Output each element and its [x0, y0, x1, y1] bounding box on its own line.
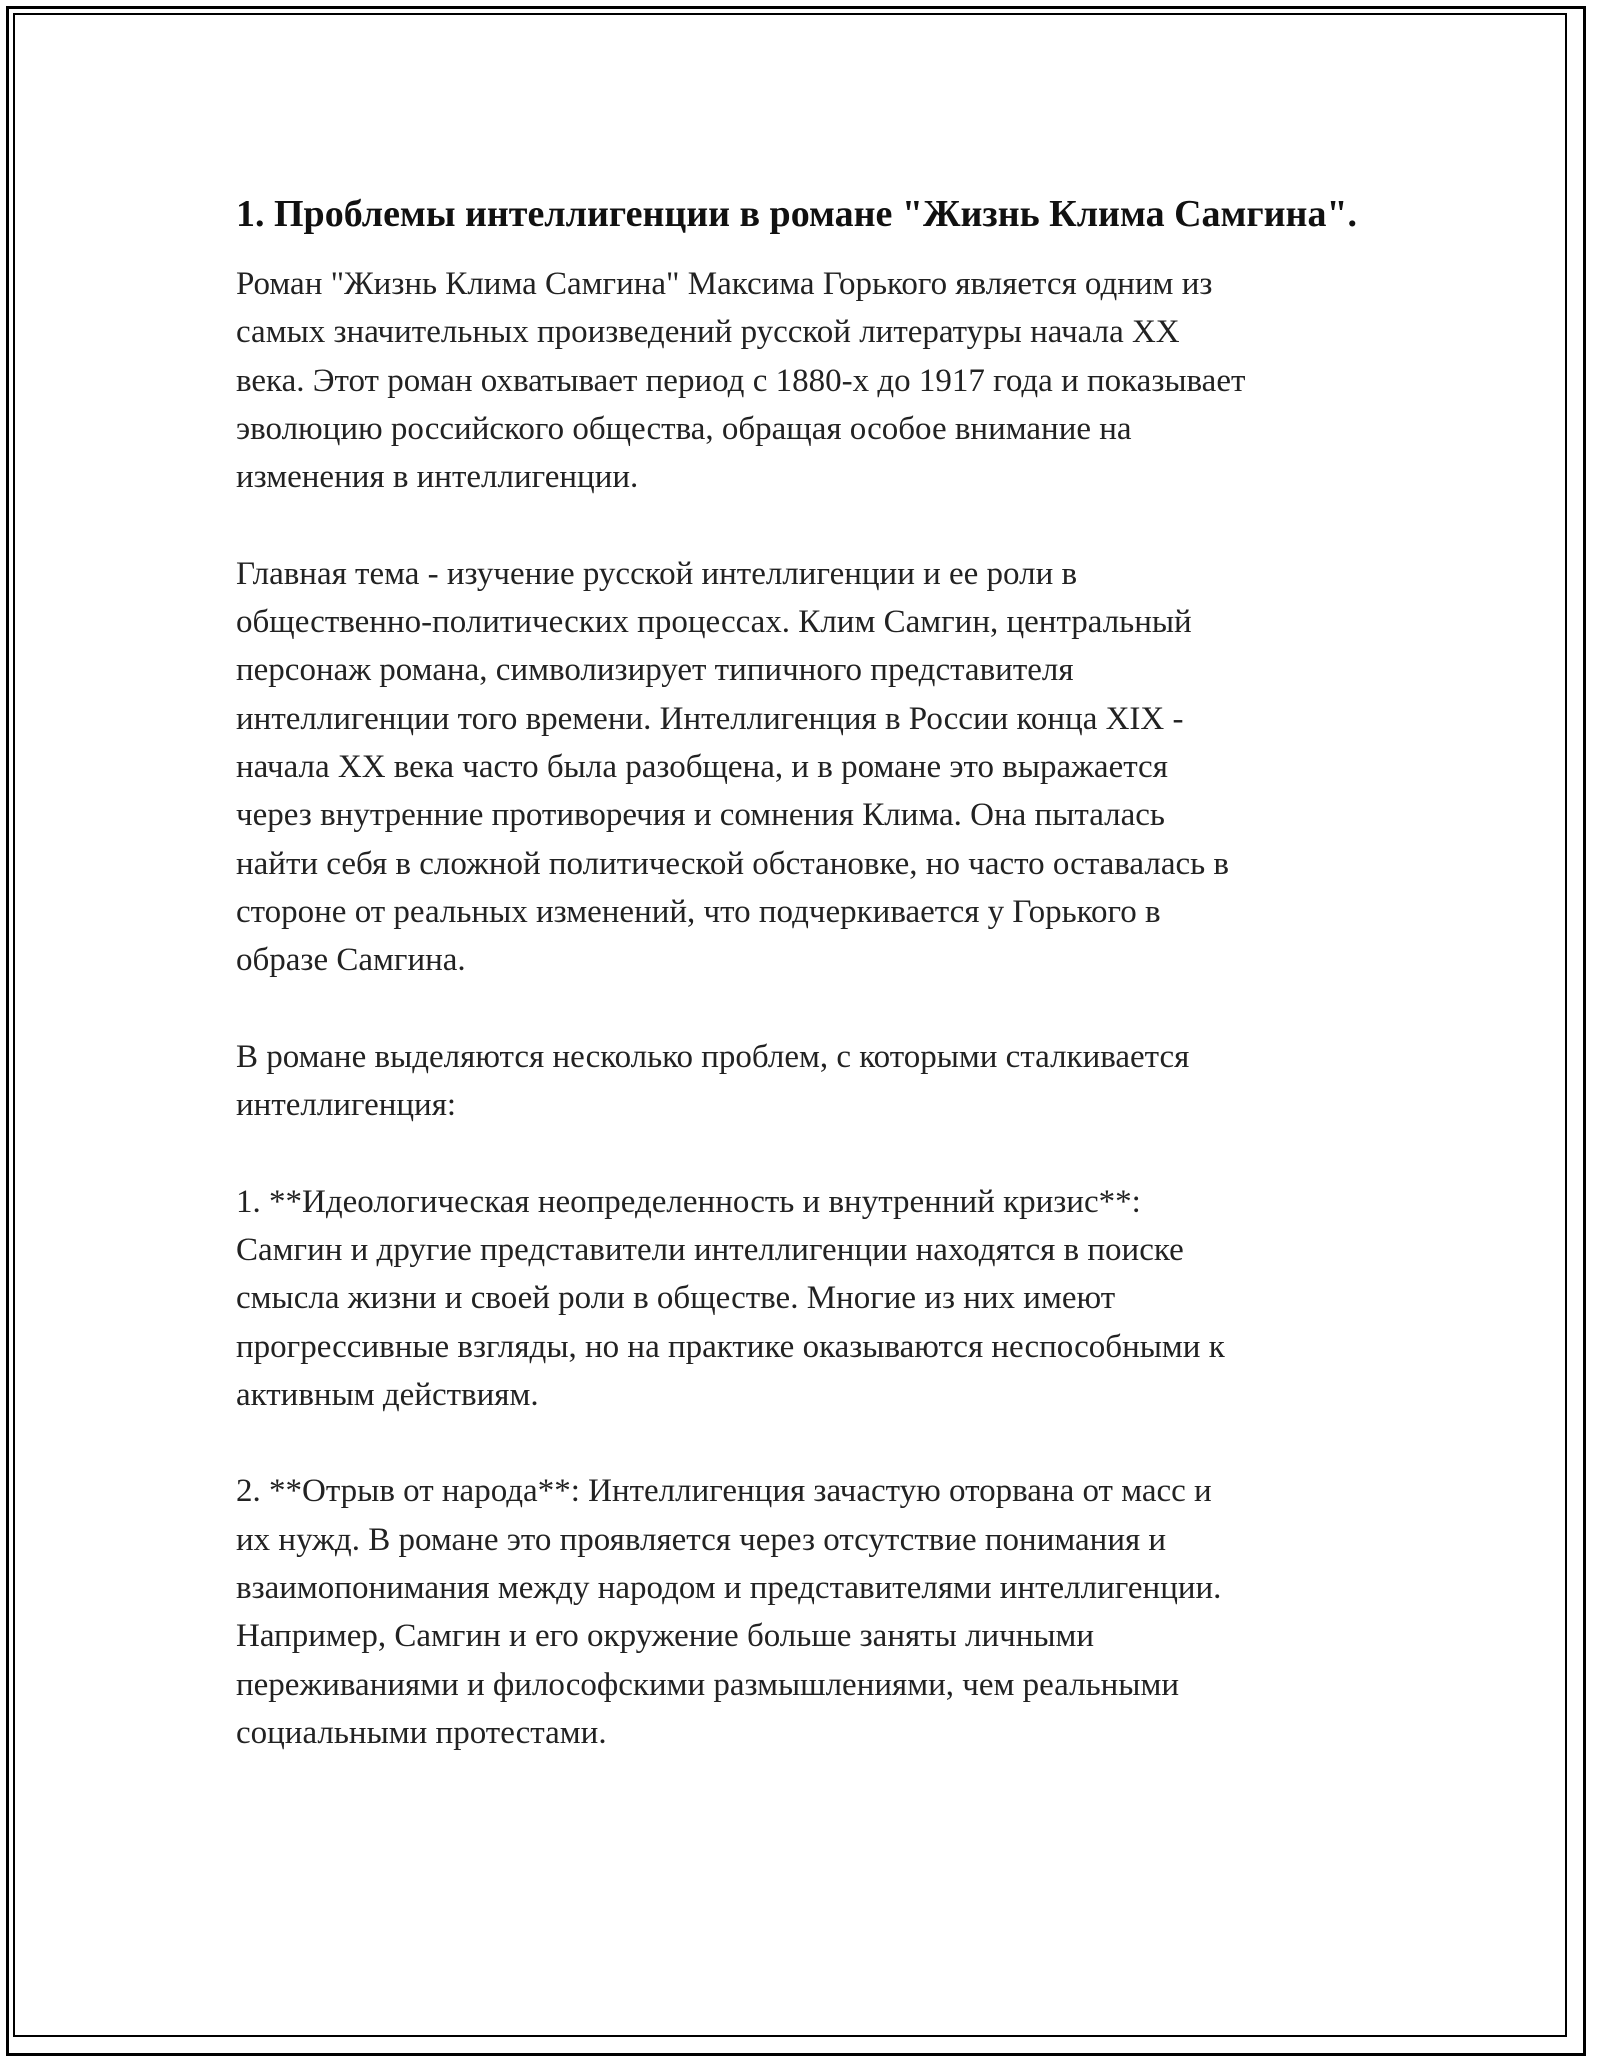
- paragraph-problem-1: 1. **Идеологическая неопределенность и внутренний кризис**: Самгин и другие представители интеллигенции находятся в поиске смысла жизни и своей роли в обществе. Многие из них имеют прогрессивные взгляды, но на практике оказываются неспособными к активным действиям.: [236, 1183, 1225, 1413]
- document-body: [236, 186, 1386, 1806]
- paragraph-main-theme: Главная тема - изучение русской интеллигенции и ее роли в общественно-политических процессах. Клим Самгин, центральный персонаж романа, символизирует типичного представителя интеллигенции того времени. Интеллигенция в России конца XIX - начала XX века часто была разобщена, и в романе это выражается через внутренние противоречия и сомнения Клима. Она пыталась найти себя в сложной политической обстановке, но часто оставалась в стороне от реальных изменений, что подчеркивается у Горького в образе Самгина.: [236, 555, 1230, 979]
- paragraph-problem-2: 2. **Отрыв от народа**: Интеллигенция зачастую оторвана от масс и их нужд. В романе это проявляется через отсутствие понимания и взаимопонимания между народом и представителями интеллигенции. Например, Самгин и его окружение больше заняты личными переживаниями и философскими размышлениями, чем реальными социальными протестами.: [236, 1473, 1222, 1751]
- paragraph-intro: Роман "Жизнь Клима Самгина" Максима Горького является одним из самых значительных произведений русской литературы начала XX века. Этот роман охватывает период с 1880-х до 1917 года и показывает эволюцию российского общества, обращая особое внимание на изменения в интеллигенции.: [236, 266, 1246, 496]
- document-title: 1. Проблемы интеллигенции в романе "Жизнь Клима Самгина".: [236, 193, 1358, 235]
- paragraph-problems-intro: В романе выделяются несколько проблем, с которыми сталкивается интеллигенция:: [236, 1038, 1190, 1124]
